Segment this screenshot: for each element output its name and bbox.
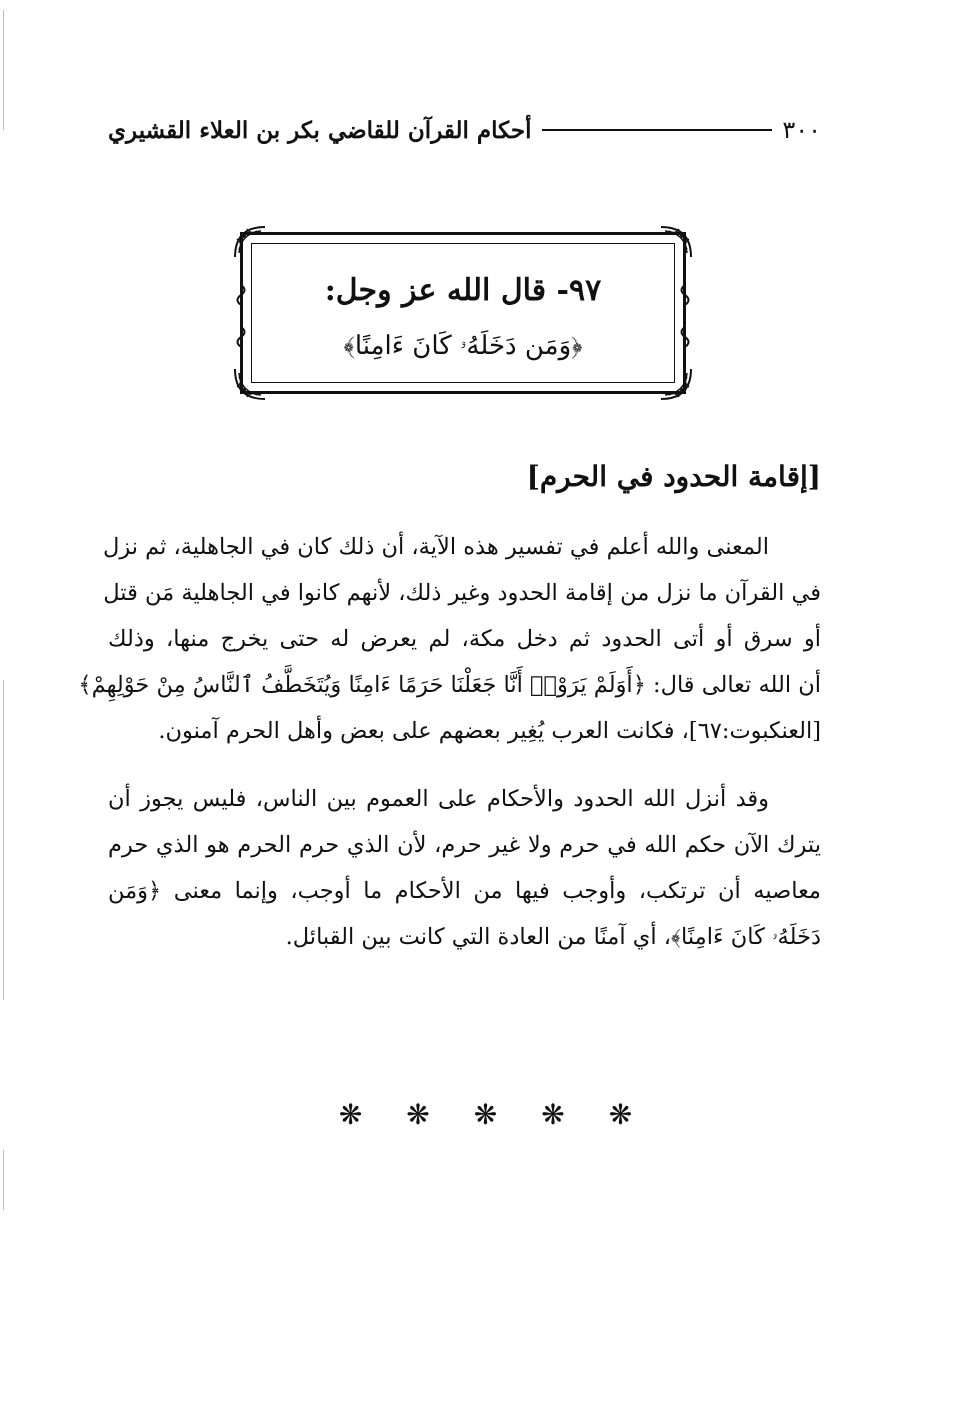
text-line: معاصيه أن ترتكب، وأوجب فيها من الأحكام ما أوجب، وإنما معنى ﴿وَمَن: [108, 878, 821, 904]
corner-ornament-icon: [233, 225, 267, 259]
text-line: وقد أنزل الله الحدود والأحكام على العموم بين الناس، فليس يجوز أن: [108, 786, 769, 812]
scan-edge-mark: [3, 1150, 4, 1210]
running-header: [108, 106, 821, 154]
text-line: في القرآن ما نزل من إقامة الحدود وغير ذلك، لأنهم كانوا في الجاهلية مَن قتل: [103, 580, 821, 606]
page-number: ٣٠٠: [782, 116, 821, 144]
text-line: أو سرق أو أتى الحدود ثم دخل مكة، لم يعرض له حتى يخرج منها، وذلك: [108, 626, 821, 652]
star-icon: ❋: [473, 1098, 498, 1131]
star-icon: ❋: [608, 1098, 633, 1131]
text-line: [العنكبوت:٦٧]، فكانت العرب يُغِير بعضهم على بعض وأهل الحرم آمنون.: [158, 718, 821, 744]
scan-edge-mark: [3, 680, 4, 1000]
star-icon: ❋: [406, 1098, 430, 1131]
header-rule: [542, 129, 773, 131]
ornamental-frame: [240, 232, 686, 394]
paragraph-1: [78, 524, 821, 754]
scan-edge-mark: [3, 10, 4, 130]
corner-ornament-icon: [659, 367, 693, 401]
running-title: أحكام القرآن للقاضي بكر بن العلاء القشيري: [108, 116, 532, 144]
frame-verse: ﴿وَمَن دَخَلَهُۥ كَانَ ءَامِنًا﴾: [343, 331, 583, 361]
text-line: أن الله تعالى قال: ﴿أَوَلَمْ يَرَوْا۟ أَنَّا جَعَلْنَا حَرَمًا ءَامِنًا وَيُتَخَطَّفُ ٱلنَّاسُ مِنْ حَوْلِهِمْ﴾: [78, 672, 821, 698]
section-heading: [إقامة الحدود في الحرم]: [526, 460, 821, 493]
corner-ornament-icon: [233, 367, 267, 401]
text-line: المعنى والله أعلم في تفسير هذه الآية، أن ذلك كان في الجاهلية، ثم نزل: [102, 534, 769, 560]
separator-stars: [0, 1098, 971, 1131]
frame-inner-border: [251, 243, 675, 383]
frame-heading: ٩٧- قال الله عز وجل:: [324, 273, 602, 308]
text-line: يترك الآن حكم الله في حرم ولا غير حرم، لأن الذي حرم الحرم هو الذي حرم: [108, 832, 821, 858]
corner-ornament-icon: [659, 225, 693, 259]
star-icon: ❋: [338, 1098, 363, 1131]
text-line: دَخَلَهُۥ كَانَ ءَامِنًا﴾، أي آمنًا من العادة التي كانت بين القبائل.: [285, 924, 821, 950]
star-icon: ❋: [541, 1098, 565, 1131]
paragraph-2: [108, 776, 821, 960]
